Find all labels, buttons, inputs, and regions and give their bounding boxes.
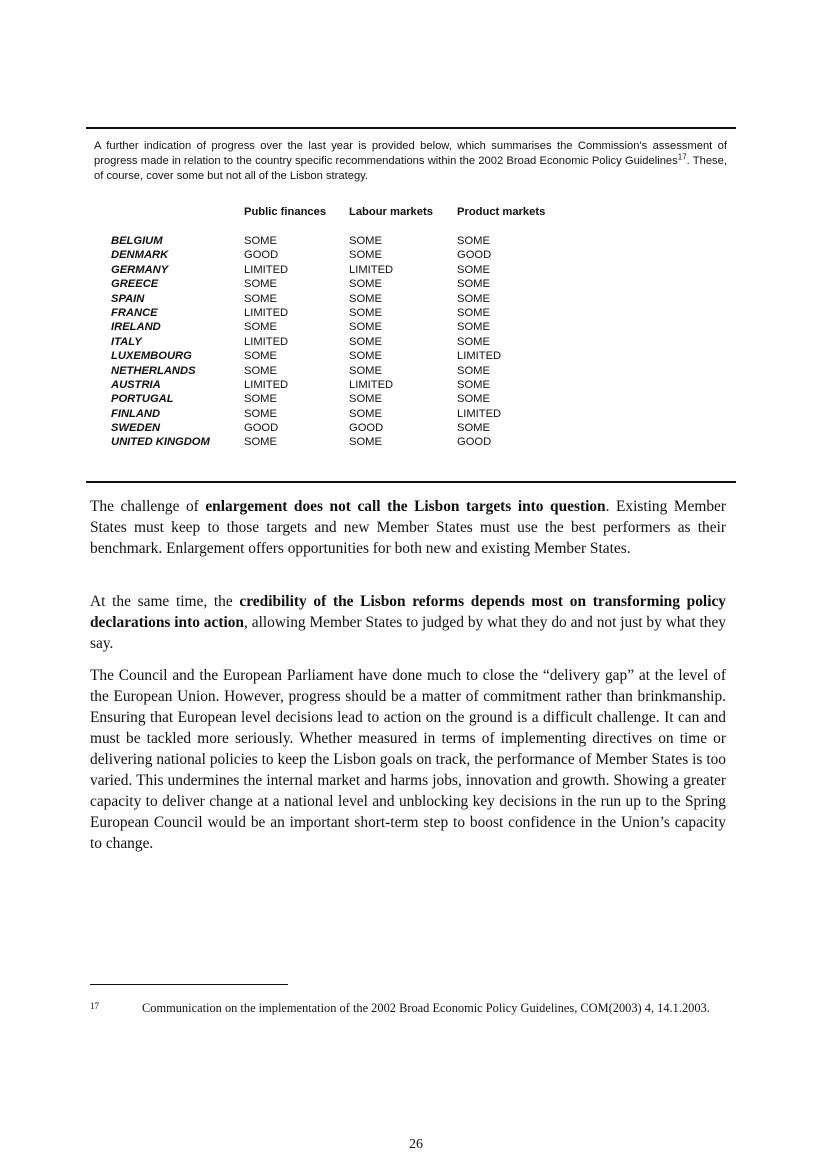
country-name: GREECE [111,278,159,291]
table-row [86,378,736,392]
bold-phrase: credibility of the Lisbon reforms depends most on transforming policy declarations into action [90,593,726,631]
public-finances-rating: SOME [244,393,277,406]
assessment-table [86,234,736,450]
labour-markets-rating: SOME [349,292,382,305]
progress-summary-box [86,127,736,483]
table-header [86,206,736,220]
column-header: Public finances [244,206,327,218]
product-markets-rating: LIMITED [457,350,502,363]
country-name: FINLAND [111,407,161,420]
public-finances-rating: LIMITED [244,378,289,391]
labour-markets-rating: SOME [349,249,382,262]
country-name: PORTUGAL [111,393,174,406]
country-name: SWEDEN [111,422,161,435]
product-markets-rating: GOOD [457,249,492,262]
labour-markets-rating: LIMITED [349,263,394,276]
column-header: Labour markets [349,206,433,218]
bold-phrase: enlargement does not call the Lisbon targets into question [205,498,606,515]
paragraph-enlargement [90,496,726,559]
footnote-number: 17 [90,1001,99,1011]
public-finances-rating: LIMITED [244,263,289,276]
country-name: GERMANY [111,263,169,276]
table-row [86,421,736,435]
public-finances-rating: SOME [244,278,277,291]
public-finances-rating: SOME [244,350,277,363]
labour-markets-rating: SOME [349,235,382,247]
public-finances-rating: LIMITED [244,335,289,348]
labour-markets-rating: SOME [349,407,382,420]
public-finances-rating: SOME [244,292,277,305]
labour-markets-rating: LIMITED [349,378,394,391]
public-finances-rating: GOOD [244,422,279,435]
table-row [86,263,736,277]
country-name: NETHERLANDS [111,364,196,377]
table-row [86,335,736,349]
table-row [86,248,736,262]
column-header: Product markets [457,206,546,218]
product-markets-rating: SOME [457,422,490,435]
paragraph-text: . Existing Member States must keep to those targets and new Member States must use the best performers as their benchmark. Enlargement offers opportunities for both new and existing Member States. [90,498,726,557]
table-row [86,292,736,306]
labour-markets-rating: SOME [349,306,382,319]
table-row [86,407,736,421]
product-markets-rating: SOME [457,335,490,348]
country-name: IRELAND [111,321,161,334]
paragraph-text: , allowing Member States to judged by what they do and not just by what they say. [90,614,726,652]
labour-markets-rating: GOOD [349,422,384,435]
public-finances-rating: SOME [244,235,277,247]
product-markets-rating: SOME [457,306,490,319]
labour-markets-rating: SOME [349,364,382,377]
footnote-text: Communication on the implementation of the 2002 Broad Economic Policy Guidelines, COM(2003) 4, 14.1.2003. [142,1001,710,1015]
labour-markets-rating: SOME [349,278,382,291]
intro-text-part1: A further indication of progress over the last year is provided below, which summarises the Commission's assessment of progress made in relation to the country specific recommendations within the 2002 Broad Economic Policy Guidelines [94,140,727,167]
product-markets-rating: SOME [457,378,490,391]
paragraph-text: At the same time, the [90,593,240,610]
product-markets-rating: SOME [457,321,490,334]
labour-markets-rating: SOME [349,350,382,363]
paragraph-text: The challenge of [90,498,206,515]
paragraph-credibility [90,591,726,654]
country-name: BELGIUM [111,235,163,247]
public-finances-rating: SOME [244,436,277,449]
product-markets-rating: SOME [457,393,490,406]
page-number: 26 [409,1137,423,1152]
product-markets-rating: SOME [457,235,490,247]
public-finances-rating: GOOD [244,249,279,262]
country-name: AUSTRIA [111,378,161,391]
product-markets-rating: GOOD [457,436,492,449]
table-row [86,320,736,334]
table-row [86,364,736,378]
public-finances-rating: LIMITED [244,306,289,319]
product-markets-rating: SOME [457,292,490,305]
footnote-reference: 17 [677,152,687,162]
table-row [86,277,736,291]
country-name: FRANCE [111,306,158,319]
table-row [86,392,736,406]
paragraph-delivery-gap: The Council and the European Parliament have done much to close the “delivery gap” at the level of the European Union. However, progress should be a matter of commitment rather than brinkmanship. Ensuring that European level decisions lead to action on the ground is a difficult challenge. It can and must be tackled more seriously. Whether measured in terms of implementing directives on time or delivering national policies to keep the Lisbon goals on track, the performance of Member States is too varied. This undermines the internal market and harms jobs, innovation and growth. Showing a greater capacity to deliver change at a national level and unblocking key decisions in the run up to the Spring European Council would be an important short-term step to boost confidence in the Union’s capacity to change. [90,667,726,852]
table-row [86,234,736,248]
product-markets-rating: SOME [457,263,490,276]
product-markets-rating: LIMITED [457,407,502,420]
table-row [86,306,736,320]
product-markets-rating: SOME [457,278,490,291]
labour-markets-rating: SOME [349,321,382,334]
country-name: LUXEMBOURG [111,350,192,363]
public-finances-rating: SOME [244,321,277,334]
public-finances-rating: SOME [244,364,277,377]
country-name: DENMARK [111,249,169,262]
labour-markets-rating: SOME [349,335,382,348]
box-intro-text [94,139,727,184]
country-name: SPAIN [111,292,145,305]
public-finances-rating: SOME [244,407,277,420]
country-name: ITALY [111,335,142,348]
country-name: UNITED KINGDOM [111,436,210,449]
table-row [86,435,736,449]
product-markets-rating: SOME [457,364,490,377]
labour-markets-rating: SOME [349,436,382,449]
footnote-separator [90,984,288,985]
labour-markets-rating: SOME [349,393,382,406]
table-row [86,349,736,363]
intro-text-part2: . These, of course, cover some but not all of the Lisbon strategy. [94,155,727,182]
